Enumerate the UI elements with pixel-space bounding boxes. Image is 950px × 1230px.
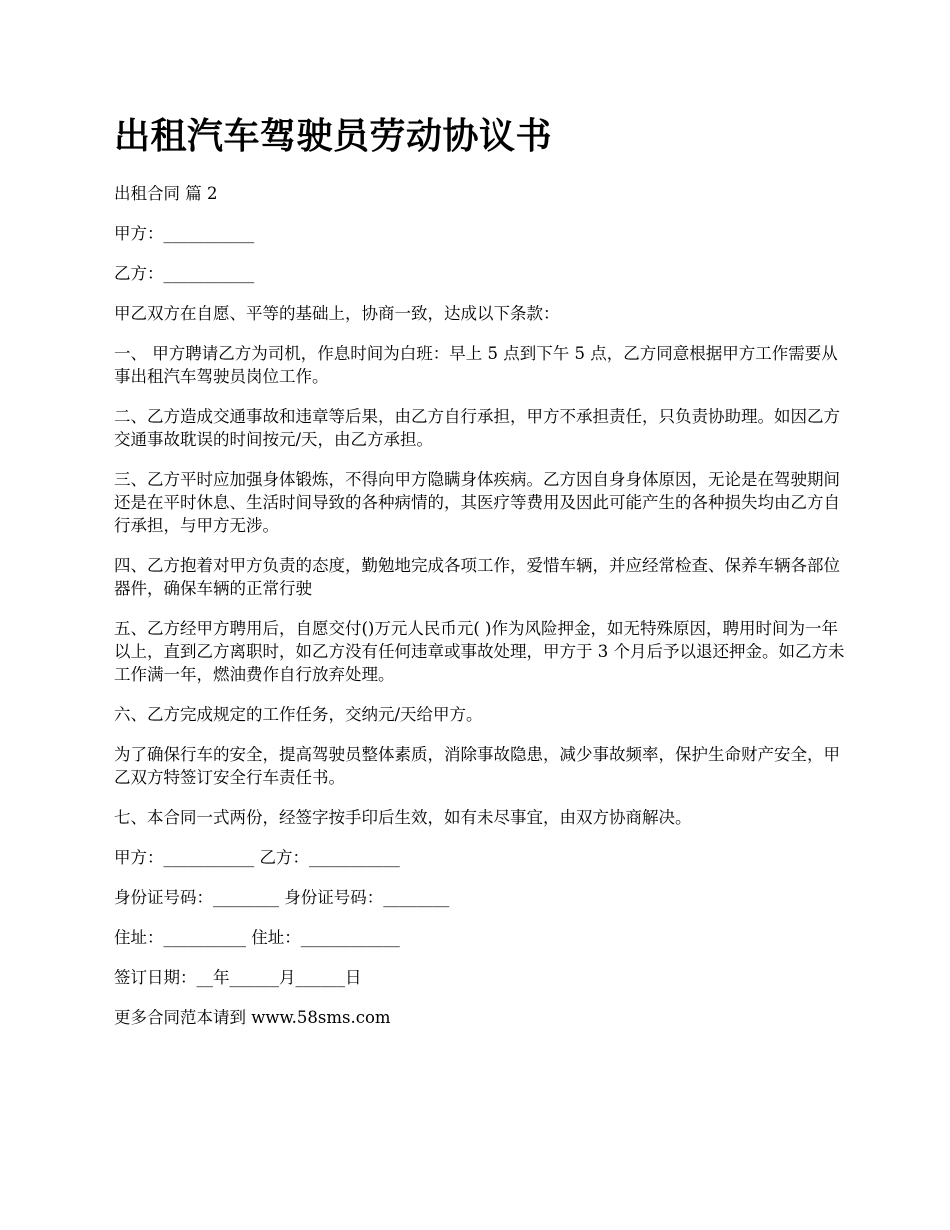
clause-1: 一、 甲方聘请乙方为司机，作息时间为白班：早上 5 点到下午 5 点，乙方同意根据甲方工作需要从事出租汽车驾驶员岗位工作。 <box>114 344 838 386</box>
clause-6: 六、乙方完成规定的工作任务，交纳元/天给甲方。 <box>114 705 483 724</box>
party-b-line: 乙方：___________ <box>114 264 255 283</box>
clause-3: 三、乙方平时应加强身体锻炼，不得向甲方隐瞒身体疾病。乙方因自身身体原因，无论是在驾驶期间还是在平时休息、生活时间导致的各种病情的，其医疗等费用及因此可能产生的各种损失均由乙方自行承担，与甲方无涉。 <box>114 470 840 535</box>
signature-line: 甲方：___________ 乙方：___________ <box>114 848 400 867</box>
document-title: 出租汽车驾驶员劳动协议书 <box>114 115 553 157</box>
clause-4: 四、乙方抱着对甲方负责的态度，勤勉地完成各项工作，爱惜车辆，并应经常检查、保养车辆各部位器件，确保车辆的正常行驶 <box>114 556 840 598</box>
party-a-line: 甲方：___________ <box>114 224 255 243</box>
clause-7: 七、本合同一式两份，经签字按手印后生效，如有未尽事宜，由双方协商解决。 <box>114 808 692 827</box>
clause-5: 五、乙方经甲方聘用后，自愿交付()万元人民币元( )作为风险押金，如无特殊原因，聘用时间为一年以上，直到乙方离职时，如乙方没有任何违章或事故处理，甲方于 3 个月后予以退还押金。如乙方未工作满一年，燃油费作自行放弃处理。 <box>114 619 845 684</box>
safety-paragraph: 为了确保行车的安全，提高驾驶员整体素质，消除事故隐患，减少事故频率，保护生命财产安全，甲乙双方特签订安全行车责任书。 <box>114 745 840 787</box>
id-number-line: 身份证号码：________ 身份证号码：________ <box>114 888 450 907</box>
signing-date-line: 签订日期：__年______月______日 <box>114 968 362 987</box>
intro-paragraph: 甲乙双方在自愿、平等的基础上，协商一致，达成以下条款： <box>114 304 560 323</box>
subtitle-contract-section: 出租合同 篇 2 <box>114 184 218 203</box>
address-line: 住址：__________ 住址：____________ <box>114 928 400 947</box>
clause-2: 二、乙方造成交通事故和违章等后果，由乙方自行承担，甲方不承担责任，只负责协助理。如因乙方交通事故耽误的时间按元/天，由乙方承担。 <box>114 407 840 449</box>
footer-website-line: 更多合同范本请到 www.58sms.com <box>114 1008 391 1027</box>
document-page <box>114 112 854 1046</box>
